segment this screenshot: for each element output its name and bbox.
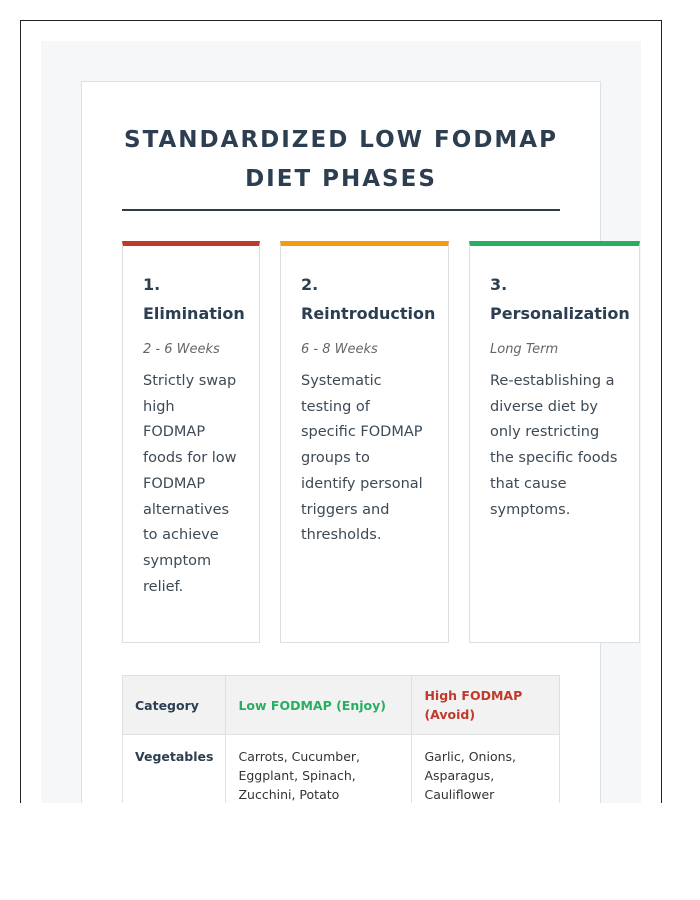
phase-description: Re-establishing a diverse diet by only restricting the specific foods that cause symptoms. — [490, 373, 618, 518]
cell-high: Garlic, Onions, Asparagus, Cauliflower — [412, 735, 560, 804]
phase-duration: Long Term — [490, 342, 559, 357]
phase-duration: 6 - 8 Weeks — [301, 342, 378, 357]
phase-duration: 2 - 6 Weeks — [143, 342, 220, 357]
phase-card-elimination — [122, 241, 260, 643]
phase-card-reintroduction — [280, 241, 449, 643]
page-frame — [20, 20, 662, 803]
fodmap-table — [122, 675, 560, 803]
phase-description: Systematic testing of specific FODMAP groups to identify personal triggers and thresholds. — [301, 373, 423, 544]
page-title: STANDARDIZED LOW FODMAP DIET PHASES — [124, 127, 558, 192]
table-row — [123, 735, 560, 804]
header-high-fodmap: High FODMAP (Avoid) — [412, 676, 560, 735]
phase-card-personalization — [469, 241, 640, 643]
phase-heading: 1. Elimination — [143, 275, 245, 323]
table-header-row — [123, 676, 560, 735]
phase-heading: 3. Personalization — [490, 275, 630, 323]
header-category: Category — [123, 676, 226, 735]
cell-low: Carrots, Cucumber, Eggplant, Spinach, Zucchini, Potato — [226, 735, 412, 804]
phase-description: Strictly swap high FODMAP foods for low FODMAP alternatives to achieve symptom relief. — [143, 373, 237, 595]
phase-heading: 2. Reintroduction — [301, 275, 436, 323]
cell-category: Vegetables — [123, 735, 226, 804]
header-low-fodmap: Low FODMAP (Enjoy) — [226, 676, 412, 735]
title-divider — [122, 209, 560, 211]
